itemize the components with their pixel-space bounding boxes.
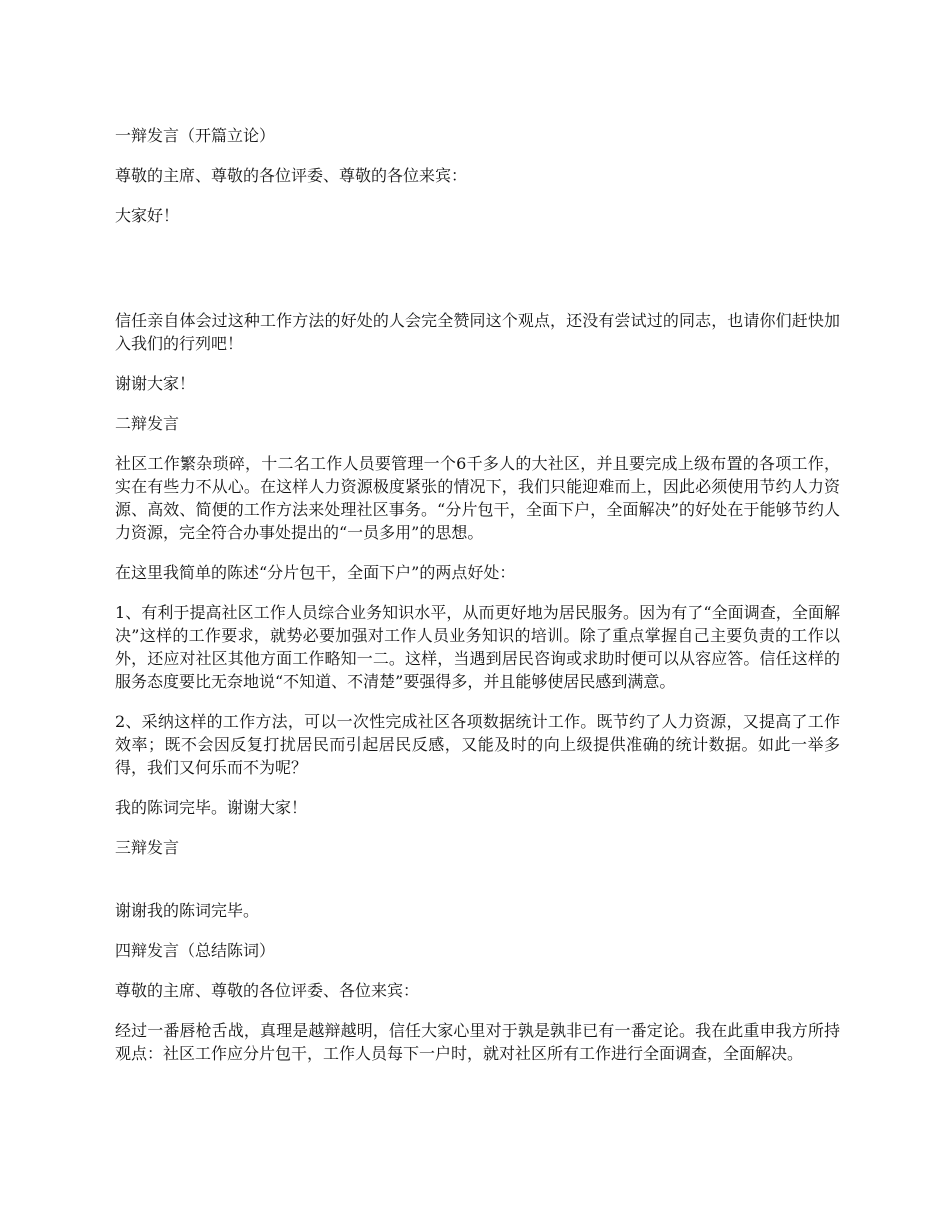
paragraph-benefit-two: 2、采纳这样的工作方法，可以一次性完成社区各项数据统计工作。既节约了人力资源，又提高了工作效率；既不会因反复打扰居民而引起居民反感，又能及时的向上级提供准确的统计数据。如此一举多得，我们又何乐而不为呢？ bbox=[115, 712, 840, 777]
paragraph-benefits-intro: 在这里我简单的陈述“分片包干，全面下户”的两点好处： bbox=[115, 563, 516, 582]
closing-third: 谢谢我的陈词完毕。 bbox=[115, 901, 260, 920]
heading-second-speaker: 二辩发言 bbox=[115, 414, 180, 433]
document-body bbox=[115, 124, 840, 1082]
paragraph-summary: 经过一番唇枪舌战，真理是越辩越明，信任大家心里对于孰是孰非已有一番定论。我在此重申我方所持观点：社区工作应分片包干，工作人员每下一户时，就对社区所有工作进行全面调查，全面解决。 bbox=[115, 1021, 840, 1063]
heading-fourth-speaker: 四辩发言（总结陈词） bbox=[115, 941, 276, 960]
salutation-fourth: 尊敬的主席、尊敬的各位评委、各位来宾： bbox=[115, 981, 420, 1000]
heading-third-speaker: 三辩发言 bbox=[115, 838, 180, 857]
heading-first-speaker: 一辩发言（开篇立论） bbox=[115, 126, 276, 145]
closing-second: 我的陈词完毕。谢谢大家！ bbox=[115, 798, 308, 817]
salutation-first: 尊敬的主席、尊敬的各位评委、尊敬的各位来宾： bbox=[115, 166, 468, 185]
paragraph-invitation: 信任亲自体会过这种工作方法的好处的人会完全赞同这个观点，还没有尝试过的同志，也请你们赶快加入我们的行列吧！ bbox=[115, 311, 840, 353]
paragraph-benefit-one: 1、有利于提高社区工作人员综合业务知识水平，从而更好地为居民服务。因为有了“全面调查，全面解决”这样的工作要求，就势必要加强对工作人员业务知识的培训。除了重点掌握自己主要负责的工作以外，还应对社区其他方面工作略知一二。这样，当遇到居民咨询或求助时便可以从容应答。信任这样的服务态度要比无奈地说“不知道、不清楚”要强得多，并且能够使居民感到满意。 bbox=[115, 603, 840, 691]
paragraph-community-work: 社区工作繁杂琐碎，十二名工作人员要管理一个6千多人的大社区，并且要完成上级布置的各项工作，实在有些力不从心。在这样人力资源极度紧张的情况下，我们只能迎难而上，因此必须使用节约人力资源、高效、简便的工作方法来处理社区事务。“分片包干，全面下户，全面解决”的好处在于能够节约人力资源，完全符合办事处提出的“一员多用”的思想。 bbox=[115, 454, 840, 542]
thanks-first: 谢谢大家！ bbox=[115, 374, 196, 393]
greeting: 大家好！ bbox=[115, 206, 180, 225]
